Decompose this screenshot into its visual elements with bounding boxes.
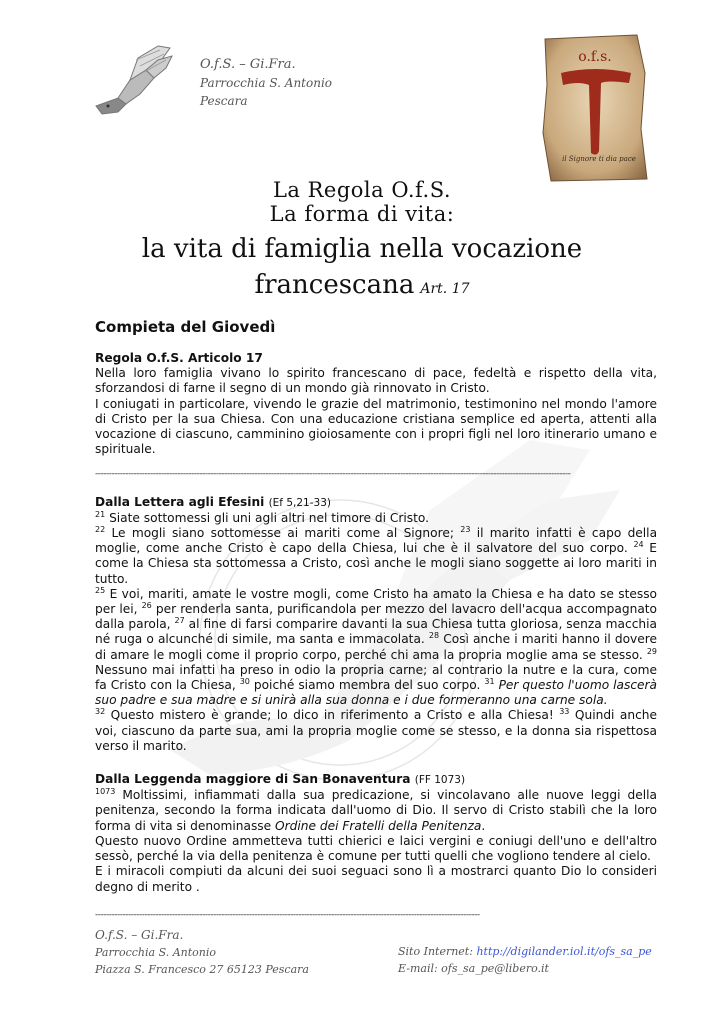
tau-label-bottom: il Signore ti dia pace xyxy=(562,155,636,163)
legend-paragraph-3: E i miracoli compiuti da alcuni dei suoi seguaci sono lì a mostrarci quanto Dio lo consideri degno di merito . xyxy=(95,864,657,894)
ephesians-heading xyxy=(95,495,657,511)
legend-ref: (FF 1073) xyxy=(414,774,466,787)
title-article: Art. 17 xyxy=(420,281,470,297)
header-org-name: O.f.S. – Gi.Fra. xyxy=(200,57,296,72)
title-line-3: la vita di famiglia nella vocazione xyxy=(141,234,583,264)
ephesians-title: Dalla Lettera agli Efesini xyxy=(95,494,265,509)
separator-line: ----------------------------------------------------------------------------------------------------------------------------------------------------------------------------- xyxy=(95,469,571,480)
footer-street: Piazza S. Francesco 27 65123 Pescara xyxy=(95,963,309,976)
header-city: Pescara xyxy=(200,94,248,108)
header-org-info xyxy=(200,56,332,110)
ephesians-v22-24: $^{22}$ Le mogli siano sottomesse ai mariti come al Signore; $^{23}$ il marito infatti è capo della moglie, come anche Cristo è capo della Chiesa, lui che è il salvatore del suo corpo. $^{24}$ E come la Chiesa sta sottomessa a Cristo, così anche le mogli siano soggette ai loro mariti in tutto. xyxy=(95,524,658,586)
footer-parish: Parrocchia S. Antonio xyxy=(95,946,217,959)
website-link[interactable]: http://digilander.iol.it/ofs_sa_pe xyxy=(476,945,652,958)
ephesians-v25-31: $^{25}$ E voi, mariti, amate le vostre mogli, come Cristo ha amato la Chiesa e ha dato se stesso per lei, $^{26}$ per renderla santa, purificandola per mezzo del lavacro dell'acqua accompagnato dalla parola, $^{27}$ al fine di farsi comparire davanti la sua Chiesa tutta gloriosa, senza macchia né ruga o alcunché di simile, ma santa e immacolata. $^{28}$ Così anche i mariti hanno il dovere di amare le mogli come il proprio corpo, perché chi ama la propria moglie ama se stesso. $^{29}$ Nessuno mai infatti ha preso in odio la propria carne; al contrario la nutre e la cura, come fa Cristo con la Chiesa, $^{30}$ poiché siamo membra del suo corpo. $^{31}$ Per questo l'uomo lascerà suo padre e sua madre e si unirà alla sua donna e i due formeranno una carne sola. xyxy=(95,585,658,708)
section-heading: Compieta del Giovedì xyxy=(95,318,276,336)
rule-paragraph-2: I coniugati in particolare, vivendo le grazie del matrimonio, testimonino nel mondo l'amore di Cristo per la sua Chiesa. Con una educazione cristiana semplice ed aperta, attenti alla vocazione di ciascuno, camminino gioiosamente con i propri figli nel loro itinerario umano e spirituale. xyxy=(95,396,657,457)
footer-org-name: O.f.S. – Gi.Fra. xyxy=(95,928,184,942)
tau-label-top: o.f.s. xyxy=(578,49,612,65)
rule-heading: Regola O.f.S. Articolo 17 xyxy=(95,351,263,365)
footer-address xyxy=(95,927,309,978)
legend-heading xyxy=(95,772,657,788)
tau-cross-image xyxy=(541,33,649,183)
document-title xyxy=(40,180,684,298)
footer-website: Sito Internet: http://digilander.iol.it/ofs_sa_pe xyxy=(398,945,652,958)
header-parish: Parrocchia S. Antonio xyxy=(200,76,333,90)
dove-logo xyxy=(88,40,178,125)
ephesians-ref: (Ef 5,21-33) xyxy=(268,496,331,509)
footer-separator: -------------------------------------------------------------------------------------------------------------------------------------------- xyxy=(95,910,480,920)
legend-paragraph-2: Questo nuovo Ordine ammetteva tutti chierici e laici vergini e coniugi dell'uno e dell'altro sessò, perché la via della penitenza è comune per tutti quelli che vogliono tendere al cielo. xyxy=(95,833,657,864)
ephesians-v21: $^{21}$ Siate sottomessi gli uni agli altri nel timore di Cristo. xyxy=(95,509,430,525)
title-line-1: La Regola O.f.S. xyxy=(272,178,452,202)
ephesians-v32-33: $^{32}$ Questo mistero è grande; lo dico in riferimento a Cristo e alla Chiesa! $^{33}$ Quindi anche voi, ciascuno da parte sua, ami la propria moglie come se stesso, e la donna sia rispettosa verso il marito. xyxy=(95,707,658,753)
legend-paragraph-1: $^{1073}$ Moltissimi, infiammati dalla sua predicazione, si vincolavano alle nuove leggi della penitenza, secondo la forma indicata dall'uomo di Dio. Il servo di Cristo stabilì che la loro forma di vita si denominasse Ordine dei Fratelli della Penitenza. xyxy=(95,787,657,833)
rule-paragraph-1: Nella loro famiglia vivano lo spirito francescano di pace, fedeltà e rispetto della vita, sforzandosi di farne il segno di un mondo già rinnovato in Cristo. xyxy=(95,366,657,396)
footer-email[interactable]: E-mail: ofs_sa_pe@libero.it xyxy=(398,962,549,975)
title-line-4: francescana xyxy=(254,270,415,300)
legend-title: Dalla Leggenda maggiore di San Bonaventura xyxy=(95,772,411,787)
document-body xyxy=(95,312,657,895)
title-line-2: La forma di vita: xyxy=(269,202,455,226)
footer-contacts xyxy=(398,943,652,977)
